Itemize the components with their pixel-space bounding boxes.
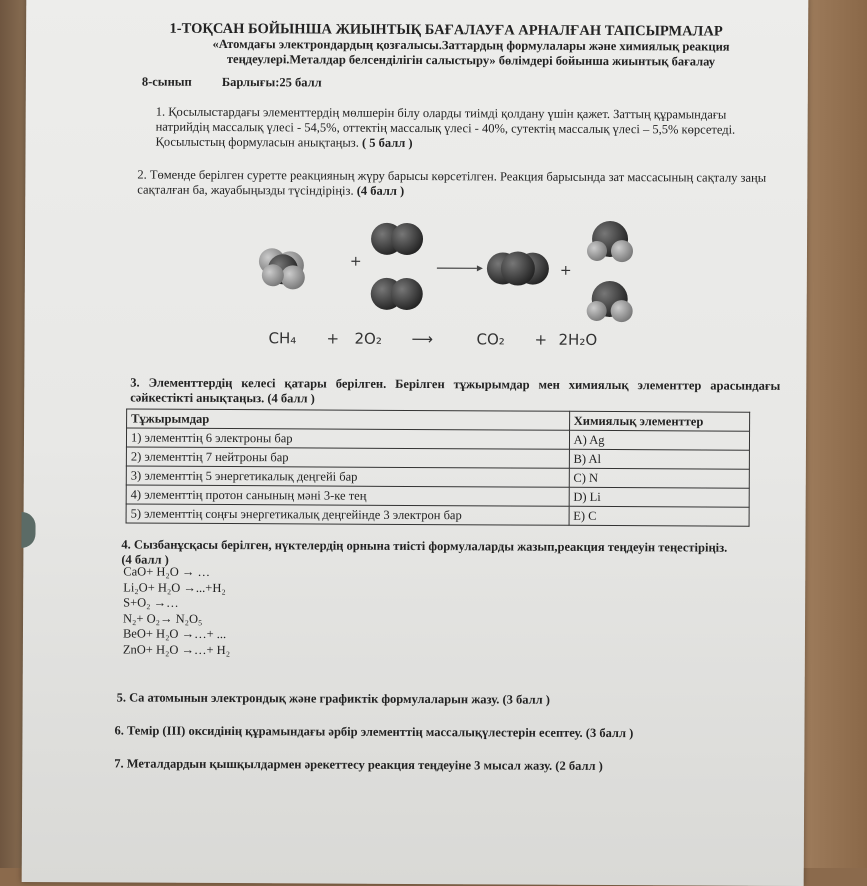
question-1-points: ( 5 балл ) bbox=[362, 136, 413, 150]
grade-label: 8-сынып bbox=[142, 75, 192, 90]
illustration-plus-1: + bbox=[350, 254, 362, 270]
element-cell: C) N bbox=[569, 468, 749, 488]
illustration-arrow-head bbox=[477, 265, 483, 271]
question-7: 7. Металдардын қышқылдармен әрекеттесу реакция теңдеуіне 3 мысал жазу. (2 балл ) bbox=[114, 756, 603, 774]
question-1-text: 1. Қосылыстардағы элементтердің мөлшерін білу оларды тиімді қолдану үшін қажет. Заттың құрамындағы натрийдің массалық үлесі - 54,5%, оттектің массалық үлесі - 40%, сутектің массалық үлесі – 5,5% көрсетеді. Қосылыстың формуласын анықтаңыз. bbox=[156, 105, 736, 150]
equation-h2o: 2H₂O bbox=[558, 331, 597, 349]
reaction-list bbox=[123, 564, 231, 658]
equation-arrow: ⟶ bbox=[411, 330, 433, 348]
equation-o2: 2O₂ bbox=[354, 330, 381, 348]
element-cell: A) Ag bbox=[569, 430, 749, 450]
question-3-points: (4 балл ) bbox=[267, 391, 315, 405]
question-6: 6. Темір (ІІІ) оксидінің құрамындағы әрбір элементтің массалықүлестерін есептеу. (3 балл ) bbox=[114, 723, 633, 741]
table-row bbox=[126, 504, 749, 526]
table-header-elements: Химиялық элементтер bbox=[569, 411, 749, 431]
total-points: Барлығы:25 балл bbox=[222, 75, 322, 91]
statement-cell: 5) элементтің соңғы энергетикалық деңгейінде 3 электрон бар bbox=[126, 504, 569, 525]
reaction-illustration bbox=[245, 215, 646, 327]
worksheet-paper bbox=[22, 0, 809, 886]
water-molecule-2 bbox=[587, 281, 633, 322]
reaction-item: BeO+ H₂O →…+ ... bbox=[123, 626, 230, 642]
question-2 bbox=[137, 168, 777, 201]
reaction-item: CaO+ H₂O → … bbox=[123, 564, 230, 580]
question-3-text: 3. Элементтердің келесі қатары берілген. Берілген тұжырымдар мен химиялық элементтер арасындағы сәйкестікті анықтаңыз. bbox=[130, 376, 780, 406]
water-molecule-1 bbox=[587, 221, 633, 262]
reaction-item: ZnO+ H₂O →…+ H₂ bbox=[123, 642, 230, 658]
oxygen-molecule-1 bbox=[371, 223, 423, 255]
table-header-statements: Тұжырымдар bbox=[127, 409, 570, 430]
question-4-points: (4 балл ) bbox=[121, 552, 169, 566]
element-cell: B) Al bbox=[569, 449, 749, 469]
question-2-text: 2. Төменде берілген суретте реакцияның жүру барысы көрсетілген. Реакция барысында зат массасының сақталу заңы сақталған ба, жауабыңызды түсіндіріңіз. bbox=[137, 168, 766, 198]
chemical-equation bbox=[266, 329, 666, 357]
statement-cell: 2) элементтің 7 нейтроны бар bbox=[126, 447, 569, 468]
illustration-plus-2: + bbox=[560, 263, 572, 279]
question-5: 5. Са атомынын электрондық және графиктік формулаларын жазу. (3 балл ) bbox=[117, 690, 550, 707]
worksheet-title: 1-ТОҚСАН БОЙЫНША ЖИЫНТЫҚ БАҒАЛАУҒА АРНАЛҒАН ТАПСЫРМАЛАР bbox=[146, 21, 746, 41]
question-3 bbox=[130, 376, 780, 409]
equation-co2: CO₂ bbox=[476, 330, 504, 348]
binder-clip bbox=[21, 512, 35, 548]
carbon-dioxide-molecule bbox=[487, 251, 549, 285]
reaction-item: N₂+ O₂→ N₂O₅ bbox=[123, 611, 230, 627]
question-2-points: (4 балл ) bbox=[357, 184, 405, 198]
question-4-text: 4. Сызбанұсқасы берілген, нүктелердің орнына тиісті формулаларды жазып,реакция теңдеуін теңестіріңіз. bbox=[121, 537, 727, 554]
statement-cell: 4) элементтің протон санының мәні 3-ке тең bbox=[126, 485, 569, 506]
worksheet-subtitle-line2: теңдеулері.Металдар белсенділігін салыстыру» бөлімдері бойынша жиынтық бағалау bbox=[186, 52, 756, 70]
reaction-item: S+O₂ →… bbox=[123, 595, 230, 611]
equation-plus-1: + bbox=[326, 330, 339, 348]
methane-molecule bbox=[259, 248, 305, 289]
statement-cell: 3) элементтің 5 энергетикалық деңгейі бар bbox=[126, 466, 569, 487]
equation-ch4: CH₄ bbox=[268, 329, 296, 347]
reaction-item: Li₂O+ H₂O →...+H₂ bbox=[123, 580, 230, 596]
element-cell: D) Li bbox=[569, 487, 749, 507]
question-1 bbox=[156, 105, 776, 153]
worksheet-subtitle-line1: «Атомдағы электрондардың қозғалысы.Заттардың формулалары және химиялық реакция bbox=[186, 37, 756, 55]
element-cell: E) C bbox=[569, 506, 749, 526]
equation-plus-2: + bbox=[534, 331, 547, 349]
oxygen-molecule-2 bbox=[371, 278, 423, 310]
statement-cell: 1) элементтің 6 электроны бар bbox=[126, 428, 569, 449]
matching-table bbox=[126, 408, 751, 526]
